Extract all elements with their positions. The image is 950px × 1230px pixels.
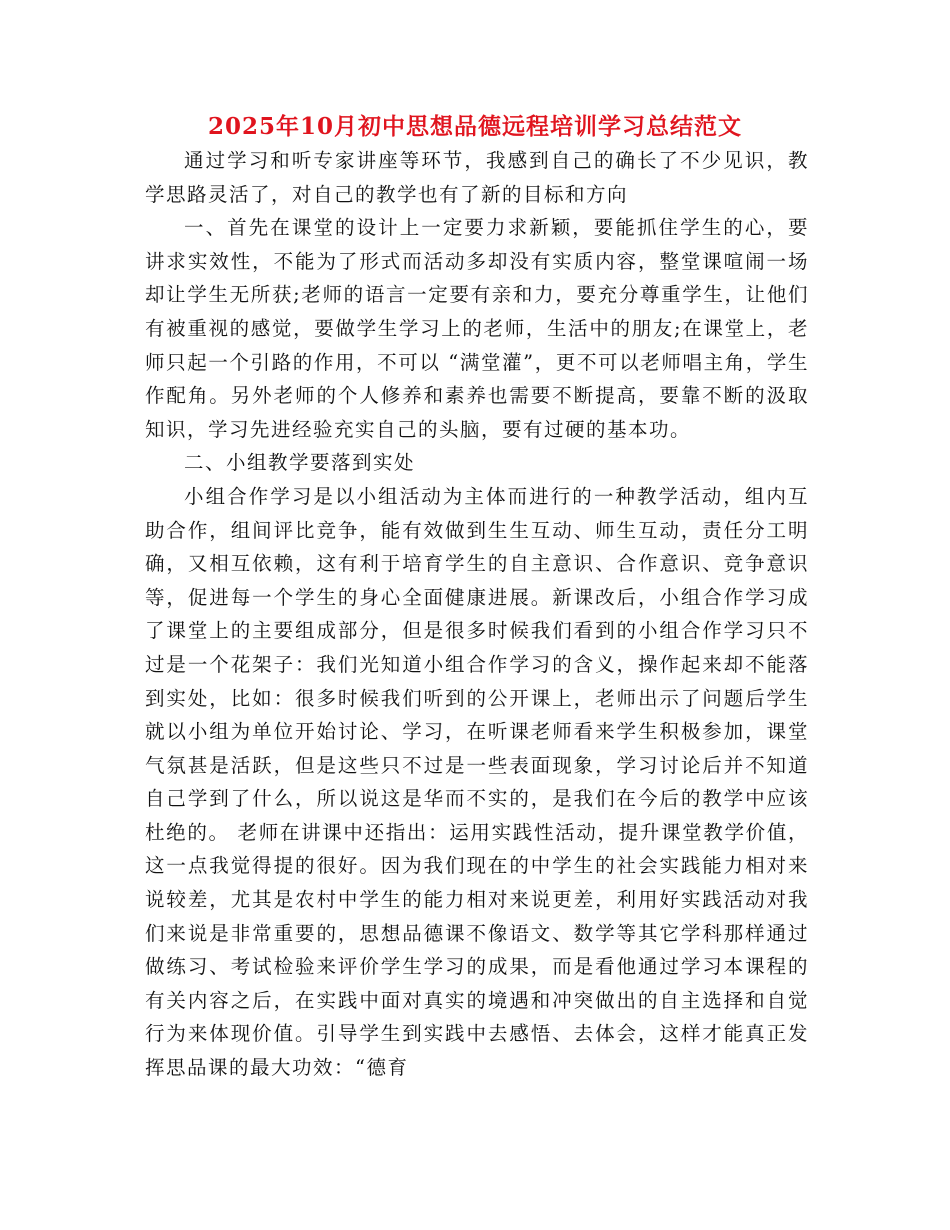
document-title: 2025年10月初中思想品德远程培训学习总结范文 [207,113,743,140]
paragraph-intro: 通过学习和听专家讲座等环节，我感到自己的确长了不少见识，教学思路灵活了，对自己的教学也有了新的目标和方向 [145,149,809,206]
paragraph-group-learning: 小组合作学习是以小组活动为主体而进行的一种教学活动，组内互助合作，组间评比竞争，能有效做到生生互动、师生互动，责任分工明确，又相互依赖，这有利于培育学生的自主意识、合作意识、竞争意识等，促进每一个学生的身心全面健康进展。新课改后，小组合作学习成了课堂上的主要组成部分，但是很多时候我们看到的小组合作学习只不过是一个花架子：我们光知道小组合作学习的含义，操作起来却不能落到实处，比如：很多时候我们听到的公开课上，老师出示了问题后学生就以小组为单位开始讨论、学习，在听课老师看来学生积极参加，课堂气氛甚是活跃，但是这些只不过是一些表面现象，学习讨论后并不知道自己学到了什么，所以说这是华而不实的，是我们在今后的教学中应该杜绝的。 老师在讲课中还指出：运用实践性活动，提升课堂教学价值，这一点我觉得提的很好。因为我们现在的中学生的社会实践能力相对来说较差，尤其是农村中学生的能力相对来说更差，利用好实践活动对我们来说是非常重要的，思想品德课不像语文、数学等其它学科那样通过做练习、考试检验来评价学生学习的成果，而是看他通过学习本课程的有关内容之后，在实践中面对真实的境遇和冲突做出的自主选择和自觉行为来体现价值。引导学生到实践中去感悟、去体会，这样才能真正发挥思品课的最大功效：“德育 [145,484,809,1080]
section-heading-two: 二、小组教学要落到实处 [184,451,416,475]
paragraph-section-one: 一、首先在课堂的设计上一定要力求新颖，要能抓住学生的心，要讲求实效性，不能为了形式而活动多却没有实质内容，整堂课喧闹一场却让学生无所获;老师的语言一定要有亲和力，要充分尊重学生，让他们有被重视的感觉，要做学生学习上的老师，生活中的朋友;在课堂上，老师只起一个引路的作用，不可以 “满堂灌”，更不可以老师唱主角，学生作配角。另外老师的个人修养和素养也需要不断提高，要靠不断的汲取知识，学习先进经验充实自己的头脑，要有过硬的基本功。 [145,216,809,441]
document-body [145,144,809,1085]
